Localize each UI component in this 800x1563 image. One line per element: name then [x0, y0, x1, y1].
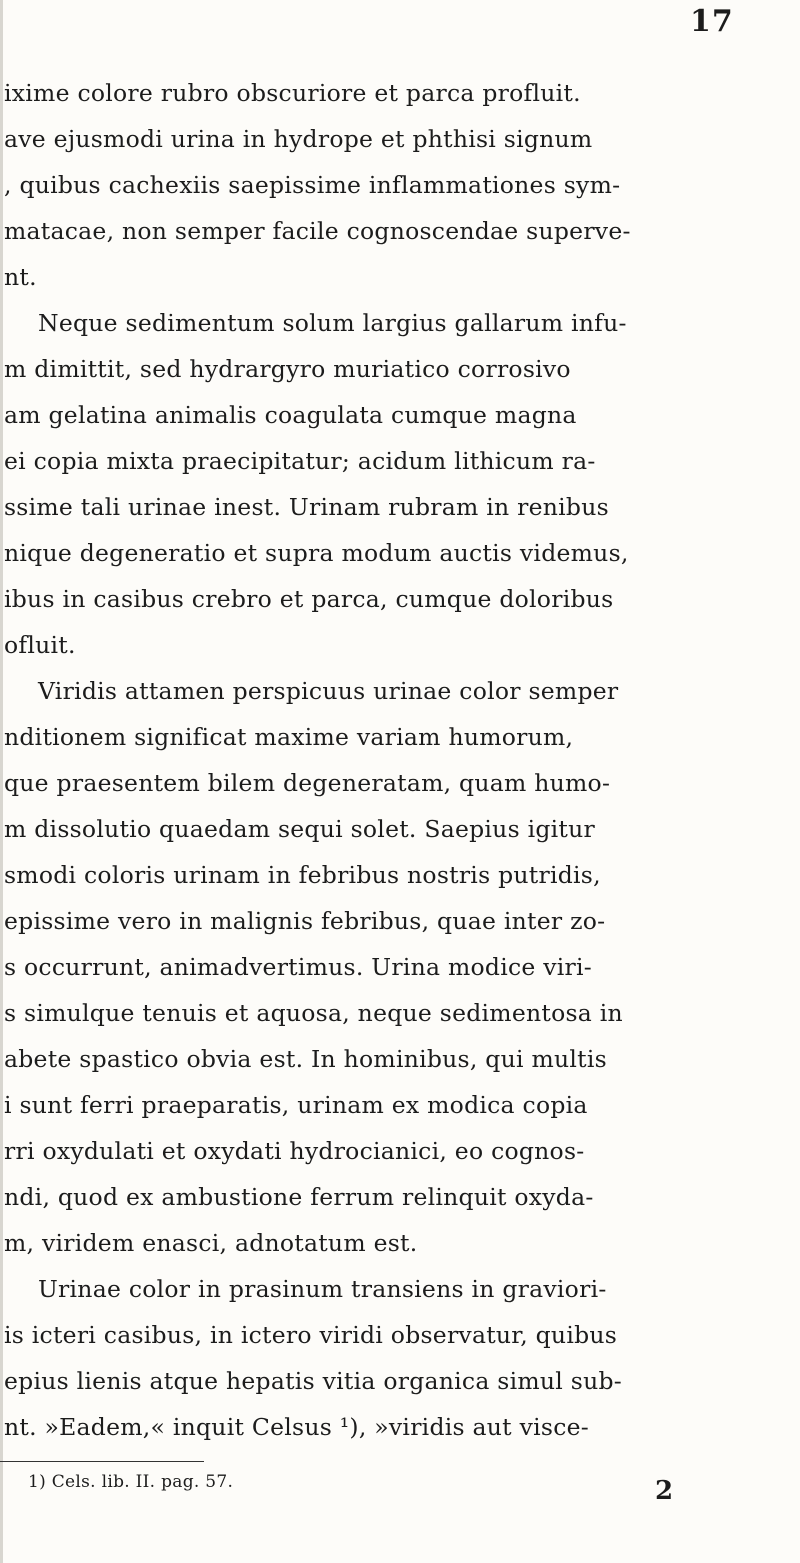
- page-gutter: [0, 0, 3, 1563]
- footnote-rule: [0, 1461, 204, 1462]
- signature-mark: 2: [655, 1476, 674, 1506]
- paragraph-start-line: Neque sedimentum solum largius gallarum infu-: [38, 309, 627, 337]
- paragraph-start-line: Urinae color in prasinum transiens in graviori-: [38, 1275, 607, 1303]
- text-line: m dimittit, sed hydrargyro muriatico corrosivo: [4, 355, 571, 383]
- text-line: ei copia mixta praecipitatur; acidum lithicum ra-: [4, 447, 596, 475]
- text-line: i sunt ferri praeparatis, urinam ex modica copia: [4, 1091, 588, 1119]
- text-line: m, viridem enasci, adnotatum est.: [4, 1229, 418, 1257]
- text-line: nt.: [4, 263, 37, 291]
- text-line: abete spastico obvia est. In hominibus, qui multis: [4, 1045, 607, 1073]
- text-line: nt. »Eadem,« inquit Celsus ¹), »viridis aut visce-: [4, 1413, 589, 1441]
- text-line: ixime colore rubro obscuriore et parca profluit.: [4, 79, 581, 107]
- text-line: ibus in casibus crebro et parca, cumque doloribus: [4, 585, 614, 613]
- text-line: epius lienis atque hepatis vitia organica simul sub-: [4, 1367, 622, 1395]
- text-line: matacae, non semper facile cognoscendae superve-: [4, 217, 631, 245]
- text-line: ndi, quod ex ambustione ferrum relinquit oxyda-: [4, 1183, 594, 1211]
- text-line: ave ejusmodi urina in hydrope et phthisi signum: [4, 125, 593, 153]
- text-line: is icteri casibus, in ictero viridi observatur, quibus: [4, 1321, 618, 1349]
- body-text: [4, 70, 794, 1450]
- paragraph-start-line: Viridis attamen perspicuus urinae color semper: [38, 677, 619, 705]
- text-line: que praesentem bilem degeneratam, quam humo-: [4, 769, 611, 797]
- text-line: s occurrunt, animadvertimus. Urina modice viri-: [4, 953, 592, 981]
- text-line: am gelatina animalis coagulata cumque magna: [4, 401, 577, 429]
- text-line: smodi coloris urinam in febribus nostris putridis,: [4, 861, 601, 889]
- text-line: , quibus cachexiis saepissime inflammationes sym-: [4, 171, 621, 199]
- text-line: ssime tali urinae inest. Urinam rubram in renibus: [4, 493, 609, 521]
- text-line: rri oxydulati et oxydati hydrocianici, eo cognos-: [4, 1137, 585, 1165]
- text-line: epissime vero in malignis febribus, quae inter zo-: [4, 907, 606, 935]
- footnote: 1) Cels. lib. II. pag. 57.: [28, 1472, 234, 1492]
- page-number: 17: [690, 4, 734, 39]
- text-line: m dissolutio quaedam sequi solet. Saepius igitur: [4, 815, 595, 843]
- text-line: nique degeneratio et supra modum auctis videmus,: [4, 539, 629, 567]
- text-line: s simulque tenuis et aquosa, neque sedimentosa in: [4, 999, 623, 1027]
- text-line: ofluit.: [4, 631, 76, 659]
- text-line: nditionem significat maxime variam humorum,: [4, 723, 574, 751]
